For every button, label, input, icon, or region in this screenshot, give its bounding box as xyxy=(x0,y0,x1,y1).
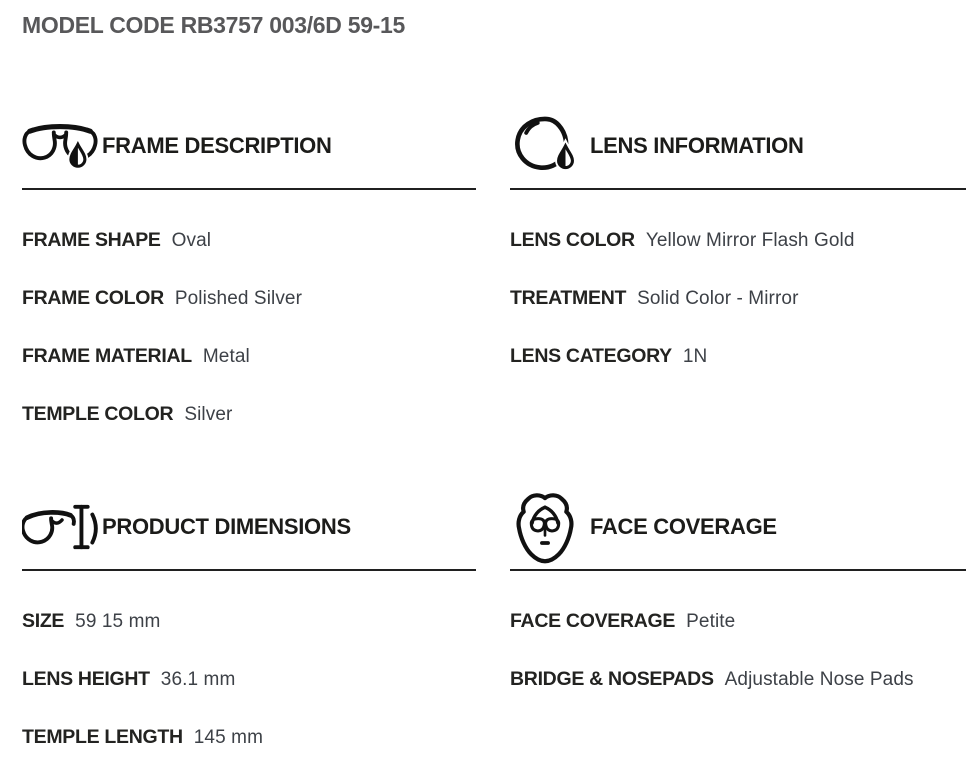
spec-rows xyxy=(22,610,476,751)
section-face-coverage xyxy=(510,491,966,751)
lens-drop-icon xyxy=(510,115,590,177)
spec-row xyxy=(22,610,476,635)
spec-row xyxy=(22,229,476,254)
spec-row xyxy=(22,403,476,428)
spec-value: 59 15 mm xyxy=(75,611,161,632)
spec-value: 1N xyxy=(682,346,708,367)
spec-label: TEMPLE COLOR xyxy=(22,403,174,425)
spec-row xyxy=(510,287,966,312)
section-title: PRODUCT DIMENSIONS xyxy=(102,514,351,539)
spec-label: FRAME SHAPE xyxy=(22,229,161,251)
glasses-ruler-icon xyxy=(22,499,102,555)
spec-row xyxy=(510,668,966,693)
spec-value: Petite xyxy=(686,611,736,632)
section-header xyxy=(510,110,966,182)
spec-rows xyxy=(510,610,966,693)
section-divider xyxy=(22,569,476,571)
spec-row xyxy=(22,287,476,312)
spec-value: Metal xyxy=(202,346,250,367)
section-title: LENS INFORMATION xyxy=(590,133,804,158)
section-divider xyxy=(22,188,476,190)
spec-row xyxy=(22,345,476,370)
spec-grid xyxy=(22,110,966,751)
aviator-sunglasses-icon xyxy=(22,118,102,174)
section-header xyxy=(22,110,476,182)
model-code-title: MODEL CODE RB3757 003/6D 59-15 xyxy=(22,12,406,38)
spec-label: TEMPLE LENGTH xyxy=(22,726,183,748)
spec-row xyxy=(510,345,966,370)
section-title: FRAME DESCRIPTION xyxy=(102,133,332,158)
spec-row xyxy=(510,229,966,254)
spec-label: LENS COLOR xyxy=(510,229,635,251)
spec-value: 145 mm xyxy=(193,727,263,748)
section-product-dimensions xyxy=(22,491,476,751)
spec-value: Polished Silver xyxy=(174,288,303,309)
spec-label: TREATMENT xyxy=(510,287,627,309)
spec-value: Adjustable Nose Pads xyxy=(724,669,914,690)
section-frame-description xyxy=(22,110,476,428)
section-divider xyxy=(510,188,966,190)
spec-row xyxy=(510,610,966,635)
spec-label: LENS CATEGORY xyxy=(510,345,672,367)
spec-label: FACE COVERAGE xyxy=(510,610,676,632)
spec-label: FRAME COLOR xyxy=(22,287,164,309)
spec-value: Yellow Mirror Flash Gold xyxy=(645,230,855,251)
spec-rows xyxy=(22,229,476,428)
spec-label: FRAME MATERIAL xyxy=(22,345,192,367)
spec-value: 36.1 mm xyxy=(160,669,236,690)
spec-row xyxy=(22,726,476,751)
section-lens-information xyxy=(510,110,966,428)
section-header xyxy=(510,491,966,563)
section-divider xyxy=(510,569,966,571)
spec-label: BRIDGE & NOSEPADS xyxy=(510,668,714,690)
spec-row xyxy=(22,668,476,693)
section-header xyxy=(22,491,476,563)
spec-value: Silver xyxy=(184,404,233,425)
section-title: FACE COVERAGE xyxy=(590,514,777,539)
spec-value: Solid Color - Mirror xyxy=(637,288,799,309)
spec-value: Oval xyxy=(171,230,212,251)
spec-rows xyxy=(510,229,966,370)
spec-label: LENS HEIGHT xyxy=(22,668,150,690)
spec-label: SIZE xyxy=(22,610,65,632)
face-with-glasses-icon xyxy=(510,489,590,565)
